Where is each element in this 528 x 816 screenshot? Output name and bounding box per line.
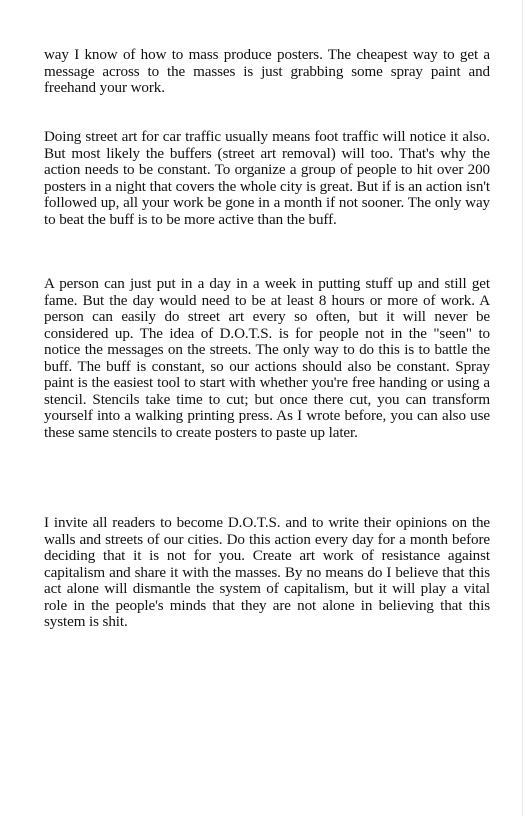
paragraph-intro-continued: way I know of how to mass produce posters. The cheapest way to get a message across to the masses is just grabbing some spray paint and freehand your work. xyxy=(44,47,490,96)
page-edge-divider xyxy=(522,0,523,816)
paragraph-putting-stuff-up: A person can just put in a day in a week in putting stuff up and still get fame. But the day would need to be at least 8 hours or more of work. A person can easily do street art every so often, but it will never be considered up. The idea of D.O.T.S. is for people not in the "seen" to notice the messages on the streets. The only way to do this is to battle the buff. The buff is constant, so our actions should also be constant. Spray paint is the easiest tool to start with whether you're free handing or using a stencil. Stencils take time to cut; but once there cut, you can transform yourself into a walking printing press. As I wrote before, you can also use these same stencils to create posters to paste up later. xyxy=(44,276,490,441)
paragraph-street-art-traffic: Doing street art for car traffic usually means foot traffic will notice it also. But most likely the buffers (street art removal) will too. That's why the action needs to be constant. To organize a group of people to hit over 200 posters in a night that covers the whole city is great. But if is an action isn't followed up, all your work be gone in a month if not sooner. The only way to beat the buff is to be more active than the buff. xyxy=(44,129,490,228)
paragraph-invitation: I invite all readers to become D.O.T.S. and to write their opinions on the walls and streets of our cities. Do this action every day for a month before deciding that it is not for you. Create art work of resistance against capitalism and share it with the masses. By no means do I believe that this act alone will dismantle the system of capitalism, but it will play a vital role in the people's minds that they are not alone in believing that this system is shit. xyxy=(44,515,490,630)
